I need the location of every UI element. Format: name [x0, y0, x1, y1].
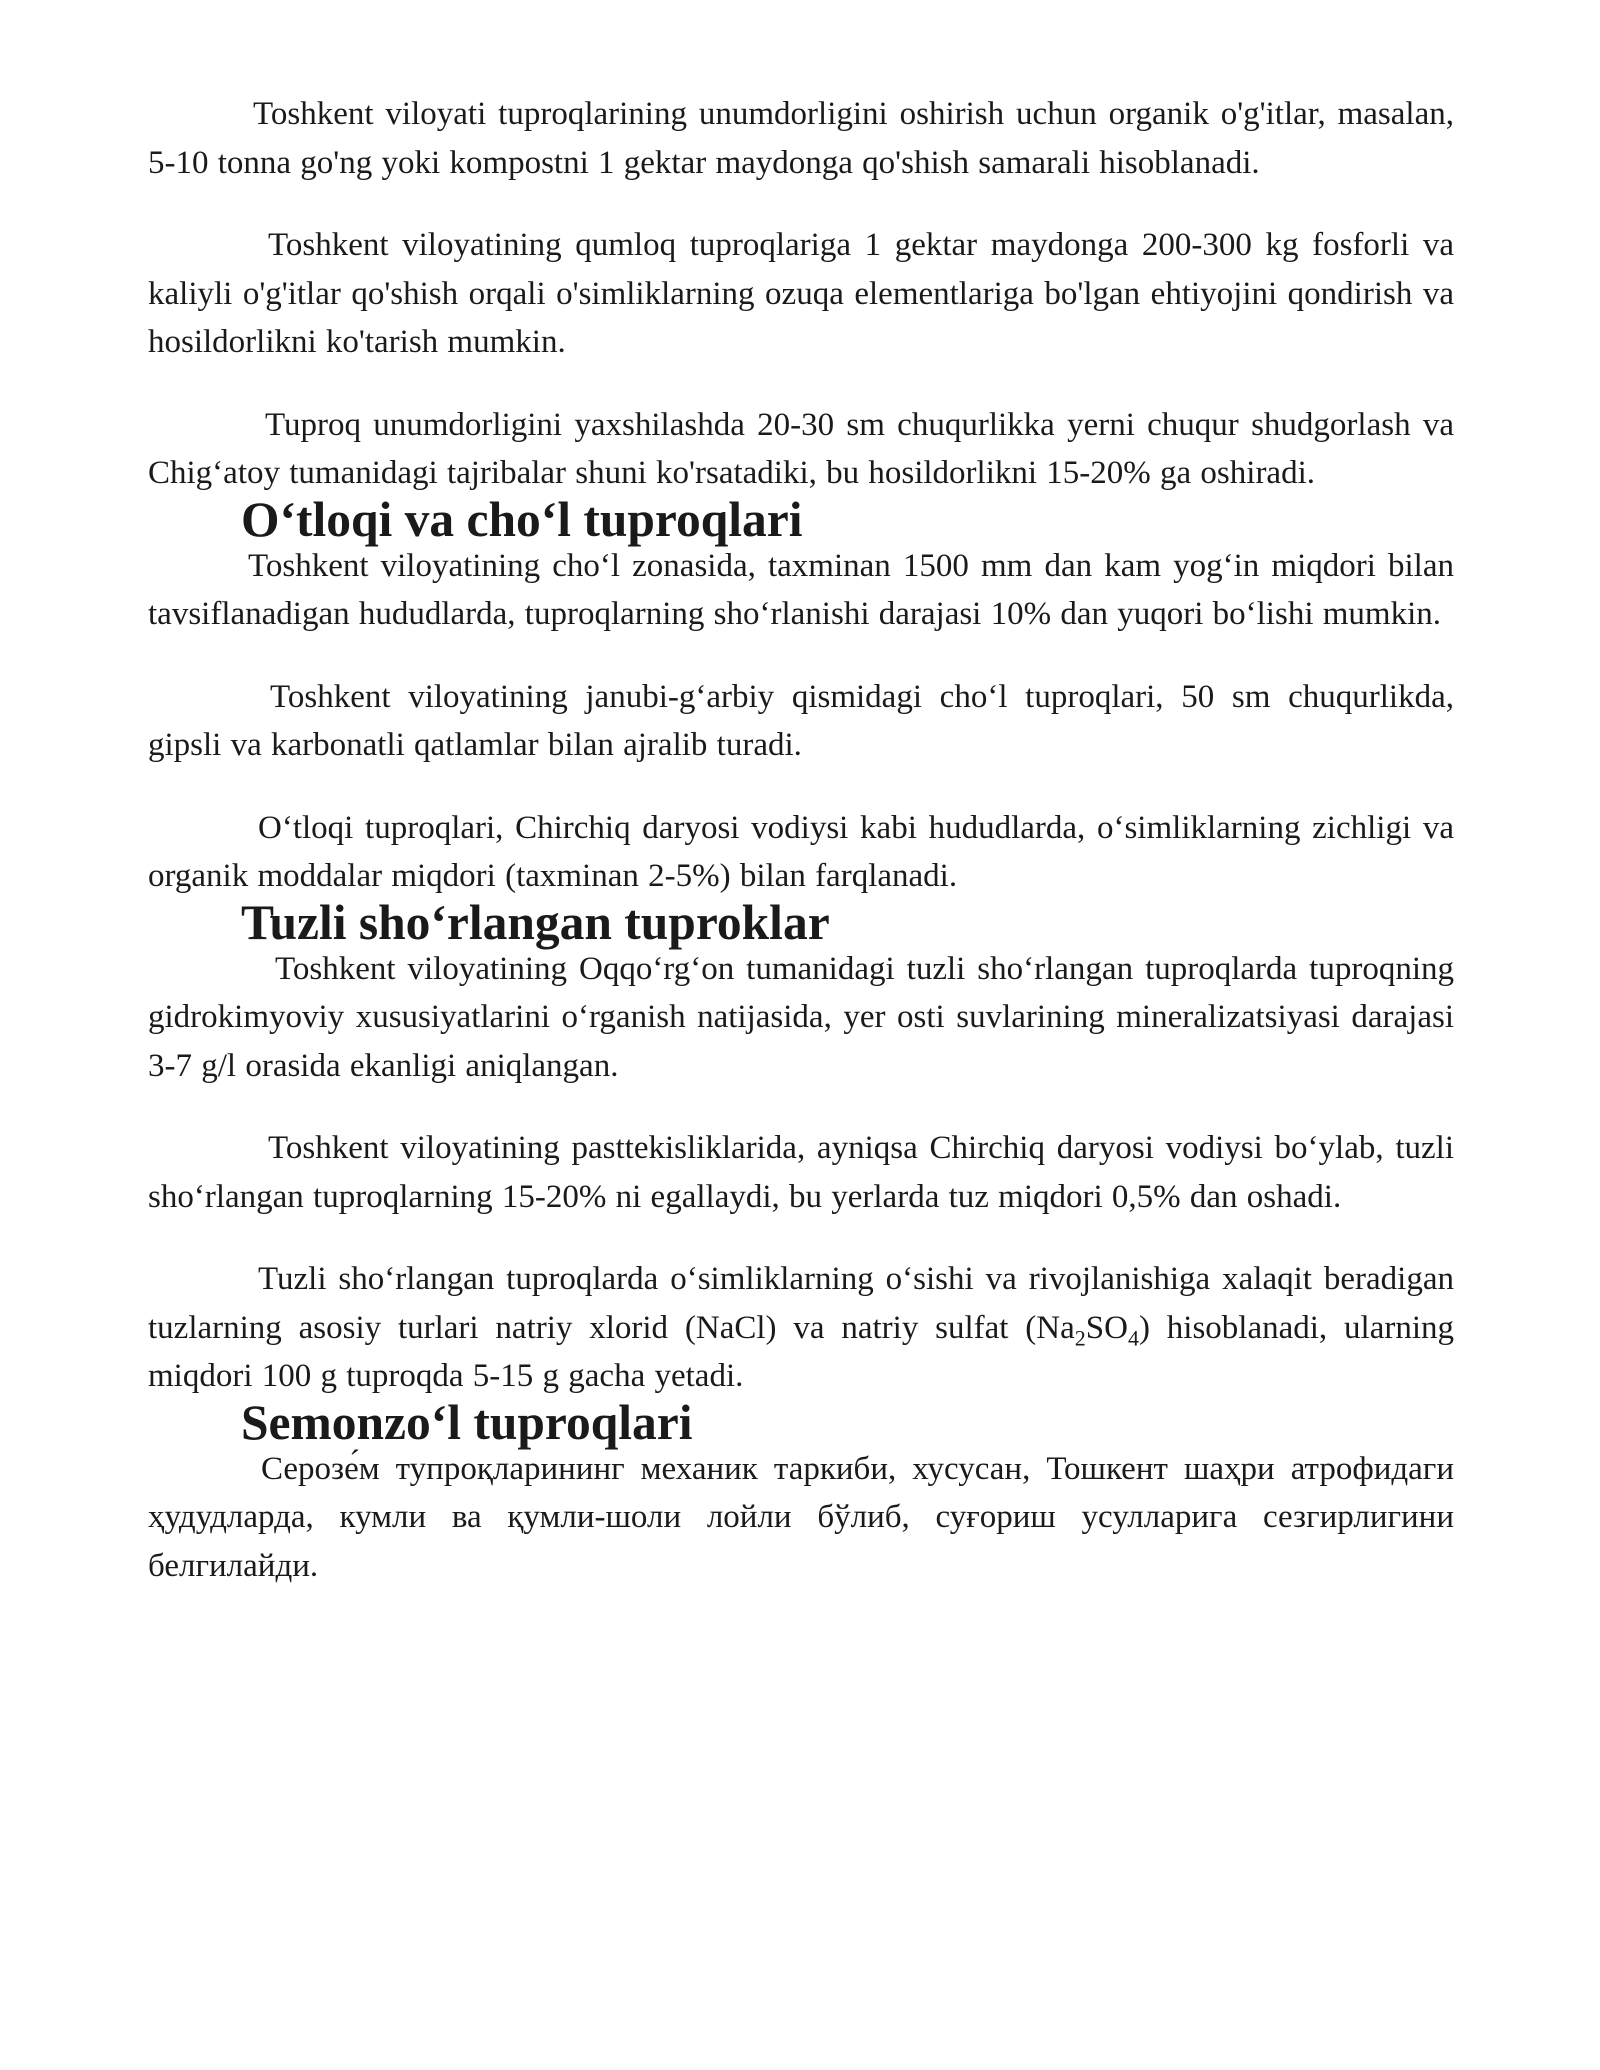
paragraph-organic-fertilizers: Toshkent viloyati tuproqlarining unumdorligini oshirish uchun organik o'g'itlar, masalan, 5-10 tonna go'ng yoki kompostni 1 gektar maydonga qo'shish samarali hisoblanadi.: [148, 96, 1454, 181]
paragraph-salt-types: [148, 1255, 1454, 1401]
paragraph-serozem-mechanics: Серозе́м тупроқларининг механик таркиби, хусусан, Тошкент шаҳри атрофидаги ҳудудларда, кумли ва қумли-шоли лойли бўлиб, суғориш усулларига сезгирлигини белгилайди.: [148, 1450, 1454, 1584]
salt-text-part3: ) hisoblanadi, ularning miqdori 100 g tuproqda 5-15 g gacha yetadi.: [148, 1309, 1454, 1394]
salt-text-part2: SO: [1085, 1309, 1128, 1346]
paragraph-desert-zone: Toshkent viloyatining cho‘l zonasida, taxminan 1500 mm dan kam yog‘in miqdori bilan tavsiflanadigan hududlarda, tuproqlarning sho‘rlanishi darajasi 10% dan yuqori bo‘lishi mumkin.: [148, 547, 1454, 632]
document-page: [148, 90, 1454, 1590]
heading-serozem-soils: Semonzo‘l tuproqlari: [241, 1394, 693, 1450]
paragraph-lowlands-saline: Toshkent viloyatining pasttekisliklarida, ayniqsa Chirchiq daryosi vodiysi bo‘ylab, tuzli sho‘rlangan tuproqlarning 15-20% ni egallaydi, bu yerlarda tuz miqdori 0,5% dan oshadi.: [148, 1130, 1454, 1215]
subscript-4: 4: [1127, 1325, 1139, 1351]
heading-saline-soils: Tuzli sho‘rlangan tuproklar: [241, 894, 830, 950]
paragraph-meadow-soils: O‘tloqi tuproqlari, Chirchiq daryosi vodiysi kabi hududlarda, o‘simliklarning zichligi va organik moddalar miqdori (taxminan 2-5%) bilan farqlanadi.: [148, 809, 1454, 894]
salt-text-part1: Tuzli sho‘rlangan tuproqlarda o‘simliklarning o‘sishi va rivojlanishiga xalaqit beradigan tuzlarning asosiy turlari natriy xlorid (NaCl) va natriy sulfat (Na: [148, 1261, 1454, 1346]
paragraph-sandy-soils: Toshkent viloyatining qumloq tuproqlariga 1 gektar maydonga 200-300 kg fosforli va kaliyli o'g'itlar qo'shish orqali o'simliklarning ozuqa elementlariga bo'lgan ehtiyojini qondirish va hosildorlikni ko'tarish mumkin.: [148, 227, 1454, 360]
paragraph-southwest-desert: Toshkent viloyatining janubi-g‘arbiy qismidagi cho‘l tuproqlari, 50 sm chuqurlikda, gipsli va karbonatli qatlamlar bilan ajralib turadi.: [148, 678, 1454, 763]
paragraph-oqqorgon-saline: Toshkent viloyatining Oqqo‘rg‘on tumanidagi tuzli sho‘rlangan tuproqlarda tuproqning gidrokimyoviy xususiyatlarini o‘rganish natijasida, yer osti suvlarining mineralizatsiyasi darajasi 3-7 g/l orasida ekanligi aniqlangan.: [148, 950, 1454, 1084]
subscript-2: 2: [1074, 1325, 1086, 1351]
paragraph-deep-plowing: Tuproq unumdorligini yaxshilashda 20-30 sm chuqurlikka yerni chuqur shudgorlash va Chig‘atoy tumanidagi tajribalar shuni ko'rsatadiki, bu hosildorlikni 15-20% ga oshiradi.: [148, 406, 1454, 491]
heading-meadow-desert-soils: O‘tloqi va cho‘l tuproqlari: [241, 491, 803, 547]
